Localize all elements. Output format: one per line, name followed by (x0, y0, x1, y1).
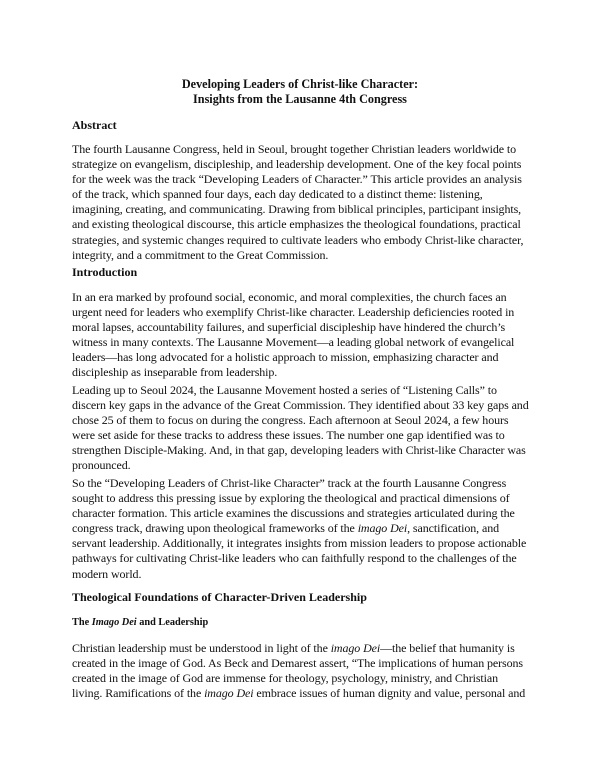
abstract-paragraph (72, 142, 528, 263)
theology-paragraph (72, 641, 528, 701)
text-line: were set aside for these tracks to address these issues. The number one gap identified was to (72, 428, 505, 443)
abstract-heading: Abstract (72, 118, 117, 132)
abstract-line: strategize on evangelism, discipleship, and leadership development. One of the key focal points (72, 157, 522, 172)
text-line: Leading up to Seoul 2024, the Lausanne Movement hosted a series of “Listening Calls” to (72, 383, 497, 397)
text-run: —the belief that humanity is (380, 641, 515, 655)
text-line: character formation. This article examines the discussions and strategies articulated during the (72, 506, 515, 521)
introduction-heading: Introduction (72, 265, 138, 279)
text-line: strengthen Disciple-Making. And, in that gap, developing leaders with Christ-like Character was (72, 443, 526, 458)
text-line (72, 521, 528, 536)
text-line: discern key gaps in the advance of the Great Commission. They identified about 33 key gaps and (72, 398, 529, 413)
text-line (72, 641, 528, 656)
title-line-1: Developing Leaders of Christ-like Character: (181, 77, 419, 91)
abstract-line: strategies, and systemic changes required to cultivate leaders who embody Christ-like character, (72, 232, 524, 247)
text-line: created in the image of God are immense for theology, psychology, ministry, and Christian (72, 671, 498, 686)
text-line: created in the image of God. As Beck and Demarest assert, “The implications of human persons (72, 656, 523, 671)
italic-term: imago Dei (204, 686, 254, 701)
text-run: embrace issues of human dignity and value, personal and (253, 686, 526, 701)
text-line: witness in many contexts. The Lausanne Movement—a leading global network of evangelical (72, 335, 515, 350)
text-line: sought to address this pressing issue by exploring the theological and practical dimensions of (72, 491, 510, 506)
text-run: , sanctification, and (407, 521, 499, 536)
text-line: servant leadership. Additionally, it integrates insights from mission leaders to propose actionable (72, 536, 527, 551)
abstract-line: integrity, and a commitment to the Great Commission. (72, 247, 329, 262)
introduction-paragraph-3 (72, 476, 528, 582)
text-run: Christian leadership must be understood in light of the (72, 641, 331, 655)
abstract-line: for the week was the track “Developing Leaders of Character.” This article provides an analysis (72, 172, 522, 187)
text-line: pathways for cultivating Christ-like leaders who can faithfully respond to the challenges of the (72, 551, 517, 566)
text-run: and Leadership (136, 617, 209, 628)
text-line: leaders—has long advocated for a holistic approach to mission, emphasizing character and (72, 350, 499, 365)
introduction-paragraph-1 (72, 290, 528, 381)
title-line-2: Insights from the Lausanne 4th Congress (193, 92, 407, 106)
text-run: congress track, drawing upon theological frameworks of the (72, 521, 358, 536)
abstract-line: and existing theological discourse, this article emphasizes the theological foundations, practical (72, 217, 521, 232)
theology-heading: Theological Foundations of Character-Driven Leadership (72, 590, 367, 604)
text-line: moral lapses, accountability failures, and superficial discipleship have hindered the church’s (72, 320, 506, 335)
abstract-line: of the track, which spanned four days, each day dedicated to a distinct theme: listening, (72, 187, 483, 202)
text-line: modern world. (72, 566, 142, 581)
text-run: living. Ramifications of the (72, 686, 205, 701)
introduction-paragraph-2 (72, 383, 528, 474)
text-line: discipleship as inseparable from leadership. (72, 365, 278, 380)
imago-dei-subheading (72, 616, 208, 629)
text-line: urgent need for leaders who exemplify Christ-like character. Leadership deficiencies rooted in (72, 305, 515, 320)
text-line (72, 686, 528, 701)
text-line: chose 25 of them to focus on during the congress. Each afternoon at Seoul 2024, a few hours (72, 413, 509, 428)
abstract-line: The fourth Lausanne Congress, held in Seoul, brought together Christian leaders worldwide to (72, 142, 517, 156)
text-line: In an era marked by profound social, economic, and moral complexities, the church faces an (72, 290, 507, 304)
text-line: So the “Developing Leaders of Christ-like Character” track at the fourth Lausanne Congress (72, 476, 507, 490)
abstract-line: imagining, creating, and communicating. Drawing from biblical principles, participant insights, (72, 202, 522, 217)
italic-term: imago Dei (330, 641, 381, 655)
italic-term: imago Dei (357, 521, 408, 536)
paper-title (72, 77, 528, 107)
text-run: The (72, 617, 92, 628)
text-line: pronounced. (72, 458, 131, 473)
italic-term: Imago Dei (91, 617, 137, 628)
